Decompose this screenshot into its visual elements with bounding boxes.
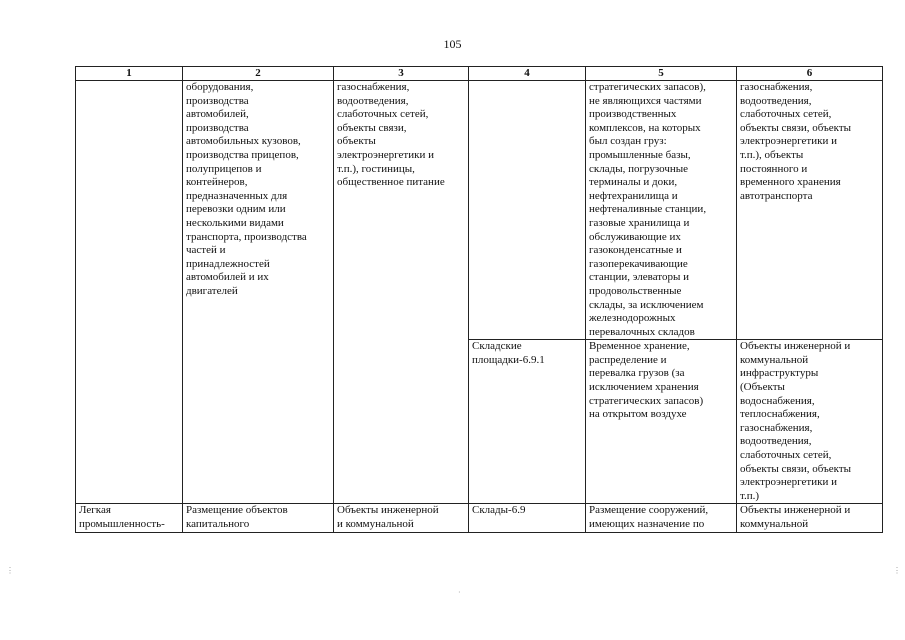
table-cell: Объекты инженерной и коммунальной: [334, 504, 469, 532]
table-cell: [469, 81, 586, 340]
scan-artifact: ⋮: [6, 566, 14, 575]
column-header: 6: [737, 67, 883, 81]
table-cell: [76, 81, 183, 504]
scan-artifact: ·: [458, 588, 461, 597]
table-cell: Временное хранение, распределение и перевалка грузов (за исключением хранения стратегических запасов) на открытом воздухе: [586, 340, 737, 504]
column-header: 3: [334, 67, 469, 81]
table-cell: газоснабжения, водоотведения, слаботочных сетей, объекты связи, объекты электроэнергетики и т.п.), гостиницы, общественное питание: [334, 81, 469, 504]
page-number: 105: [443, 37, 462, 51]
table-cell: газоснабжения, водоотведения, слаботочных сетей, объекты связи, объекты электроэнергетики и т.п.), объекты постоянного и временного хранения автотранспорта: [737, 81, 883, 340]
table-cell: Легкая промышленность-: [76, 504, 183, 532]
column-header: 1: [76, 67, 183, 81]
table-row: [76, 504, 883, 532]
table-cell: Складские площадки-6.9.1: [469, 340, 586, 504]
table-cell: стратегических запасов), не являющихся частями производственных комплексов, на которых был создан груз: промышленные базы, склады, погрузочные терминалы и доки, нефтехранилища и нефтеналивные станции, газовые хранилища и обслуживающие их газоконденсатные и газоперекачивающие станции, элеваторы и продовольственные склады, за исключением железнодорожных перевалочных складов: [586, 81, 737, 340]
table-header-row: [76, 67, 883, 81]
scan-artifact: ⋮: [893, 566, 901, 575]
table-cell: оборудования, производства автомобилей, производства автомобильных кузовов, производства прицепов, полуприцепов и контейнеров, предназначенных для перевозки одним или несколькими видами транспорта, производства частей и принадлежностей автомобилей и их двигателей: [183, 81, 334, 504]
table-row: [76, 81, 883, 340]
table-cell: Объекты инженерной и коммунальной инфраструктуры (Объекты водоснабжения, теплоснабжения, газоснабжения, водоотведения, слаботочных сетей, объекты связи, объекты электроэнергетики и т.п.): [737, 340, 883, 504]
column-header: 5: [586, 67, 737, 81]
column-header: 2: [183, 67, 334, 81]
zoning-table: [75, 66, 883, 533]
table-cell: Объекты инженерной и коммунальной: [737, 504, 883, 532]
table-cell: Склады-6.9: [469, 504, 586, 532]
table-cell: Размещение сооружений, имеющих назначение по: [586, 504, 737, 532]
table-cell: Размещение объектов капитального: [183, 504, 334, 532]
column-header: 4: [469, 67, 586, 81]
